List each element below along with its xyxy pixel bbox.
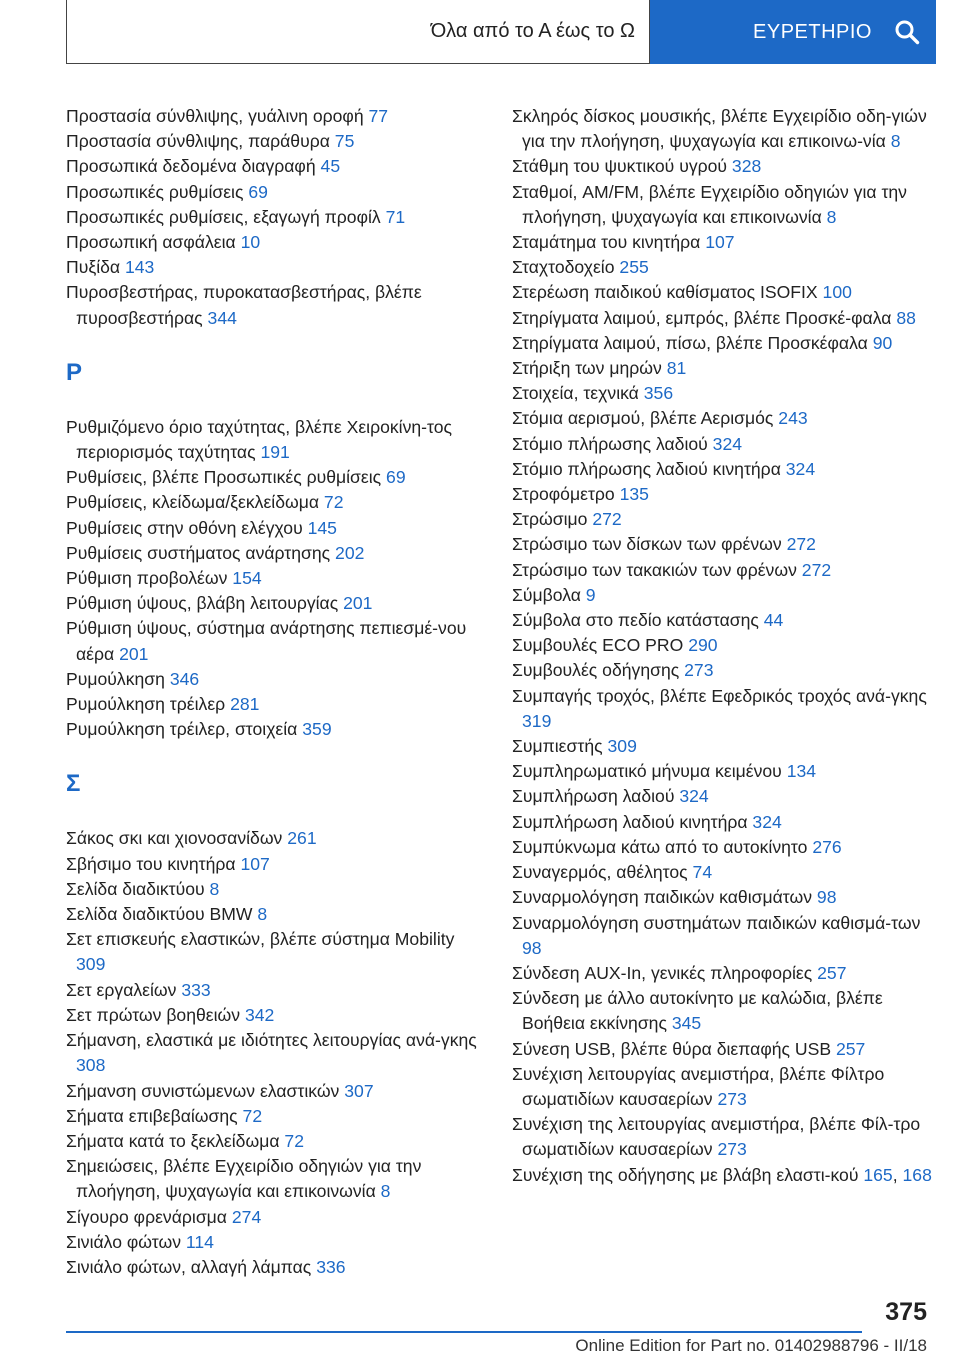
index-entry [512, 911, 932, 961]
page-link[interactable]: 90 [872, 332, 893, 353]
index-entry [512, 633, 932, 658]
index-entry-term: Προστασία σύνθλιψης, γυάλινη οροφή [66, 106, 364, 126]
index-entry [66, 415, 486, 465]
index-entry-term: Προσωπικές ρυθμίσεις [66, 181, 244, 202]
page-link[interactable]: 8 [890, 131, 901, 152]
index-entry [66, 205, 486, 230]
page-link[interactable]: 72 [242, 1105, 263, 1126]
page-link[interactable]: 98 [816, 887, 837, 908]
page-link[interactable]: 69 [248, 181, 268, 202]
index-entry [512, 810, 932, 835]
atoz-tab-label: Όλα από το Α έως το Ω [430, 20, 635, 42]
index-entry [512, 457, 932, 482]
index-entry [512, 482, 932, 507]
index-entry [66, 927, 486, 977]
index-entry [66, 104, 486, 129]
index-entry [512, 180, 932, 230]
index-entry-term: Στροφόμετρο [512, 484, 615, 505]
index-entry [66, 280, 486, 330]
index-entry [66, 852, 486, 877]
page-link[interactable]: 290 [688, 635, 718, 656]
index-entry-term: Σελίδα διαδικτύου [66, 878, 205, 899]
index-entry-term: Προστασία σύνθλιψης, παράθυρα [66, 131, 330, 152]
page-link[interactable]: 72 [284, 1130, 304, 1151]
page-link[interactable]: 276 [812, 836, 842, 857]
page-link[interactable]: 77 [368, 106, 389, 126]
index-entry [512, 885, 932, 910]
index-entry [66, 1154, 486, 1204]
index-entry [512, 306, 932, 331]
index-entry [512, 684, 932, 734]
index-letter-heading: Ρ [66, 358, 83, 386]
page-link[interactable]: 243 [778, 408, 808, 429]
index-entry [512, 759, 932, 784]
page-link[interactable]: 257 [835, 1038, 866, 1059]
index-entry [66, 978, 486, 1003]
page-link[interactable]: 191 [260, 442, 290, 463]
index-entry-term: Σύνδεση AUX-In, γενικές πληροφορίες [512, 962, 813, 983]
page-link[interactable]: 201 [343, 593, 373, 614]
page-link[interactable]: 201 [119, 643, 149, 664]
page-link[interactable]: 333 [181, 979, 211, 1000]
index-entry-term: Ρυμούλκηση [66, 668, 165, 689]
page-link[interactable]: 154 [232, 568, 262, 589]
page-link[interactable]: 272 [786, 534, 816, 555]
index-entry [512, 835, 932, 860]
index-entry-term: Σύμβολα στο πεδίο κατάστασης [512, 610, 759, 631]
index-entry [66, 1028, 486, 1078]
index-entry-term: Συνέχιση λειτουργίας ανεμιστήρα, βλέπε Φίλτρο σωματιδίων καυσαερίων [512, 1063, 885, 1109]
index-entry-term: Στάθμη του ψυκτικού υγρού [512, 156, 728, 177]
index-entry [512, 255, 932, 280]
index-entry-term: Σετ εργαλείων [66, 979, 177, 1000]
index-entry-term: Ρυθμίσεις, κλείδωμα/ξεκλείδωμα [66, 492, 320, 513]
page-link[interactable]: 336 [316, 1256, 346, 1277]
page-link[interactable]: 107 [240, 853, 270, 874]
index-entry-term: Πυξίδα [66, 257, 121, 278]
index-entry-term: Πυροσβεστήρας, πυροκατασβεστήρας, βλέπε πυροσβεστήρας [66, 282, 422, 328]
index-entry-term: Σβήσιμο του κινητήρα [66, 853, 236, 874]
index-entry [512, 1112, 932, 1162]
page-link[interactable]: 324 [785, 458, 816, 479]
index-entry [66, 541, 486, 566]
index-entry-term: Στηρίγματα λαιμού, πίσω, βλέπε Προσκέφαλα [512, 332, 868, 353]
index-entry-term: Στηρίγματα λαιμού, εμπρός, βλέπε Προσκέ-φαλα [512, 307, 892, 328]
page-link[interactable]: 346 [169, 668, 200, 689]
index-entry [512, 1037, 932, 1062]
index-entry [66, 490, 486, 515]
page-link[interactable]: 273 [684, 660, 714, 681]
page-link[interactable]: 255 [619, 257, 649, 278]
index-entry [512, 961, 932, 986]
page-link[interactable]: 272 [592, 509, 622, 530]
index-entry [512, 784, 932, 809]
index-entry-term: Συμπιεστής [512, 736, 603, 757]
index-entry-term: Στόμιο πλήρωσης λαδιού [512, 433, 708, 454]
index-entry-term: Συμπλήρωση λαδιού [512, 786, 675, 807]
page-link[interactable]: 98 [522, 937, 542, 958]
index-entry [512, 860, 932, 885]
page-link[interactable]: 8 [257, 904, 268, 925]
index-entry-term: Ρύθμιση προβολέων [66, 568, 228, 589]
index-column-left [66, 104, 486, 1280]
index-entry-term: Σταθμοί, AM/FM, βλέπε Εγχειρίδιο οδηγιών για την πλοήγηση, ψυχαγωγία και επικοινωνία [512, 181, 907, 227]
index-entry [512, 432, 932, 457]
index-entry-term: Σελίδα διαδικτύου BMW [66, 904, 253, 925]
index-entry-term: Ρυθμίσεις συστήματος ανάρτησης [66, 542, 331, 563]
page-link[interactable]: 145 [307, 517, 337, 538]
index-entry-term: Προσωπική ασφάλεια [66, 232, 236, 253]
page-link[interactable]: 134 [786, 761, 817, 782]
index-entry-term: Σημειώσεις, βλέπε Εγχειρίδιο οδηγιών για την πλοήγηση, ψυχαγωγία και επικοινωνία [66, 1156, 422, 1202]
index-entry [66, 1003, 486, 1028]
page-link[interactable]: 324 [752, 811, 782, 832]
index-entry [66, 465, 486, 490]
page-link[interactable]: 143 [124, 257, 155, 278]
index-entry [66, 667, 486, 692]
index-entry-term: Σήμανση, ελαστικά με ιδιότητες λειτουργίας ανά-γκης [66, 1030, 477, 1051]
index-entry [512, 986, 932, 1036]
page-link[interactable]: 345 [671, 1013, 702, 1034]
index-entry-term: Ρυμούλκηση τρέιλερ [66, 694, 226, 715]
page-link[interactable]: 9 [585, 584, 596, 605]
index-entry [66, 566, 486, 591]
index-entry-term: Συμπύκνωμα κάτω από το αυτοκίνητο [512, 836, 808, 857]
index-entry [66, 1104, 486, 1129]
index-entry-term: Ρύθμιση ύψους, σύστημα ανάρτησης πεπιεσμέ-νου αέρα [66, 618, 467, 664]
page-link[interactable]: 71 [385, 206, 406, 227]
page-link[interactable]: 309 [607, 736, 637, 757]
index-entry-term: Σετ πρώτων βοηθειών [66, 1004, 241, 1025]
page-link[interactable]: 274 [231, 1206, 262, 1227]
index-entry [512, 1062, 932, 1112]
index-entry-term: Σάκος σκι και χιονοσανίδων [66, 828, 283, 849]
page-link[interactable]: 8 [826, 206, 837, 227]
index-entry [512, 558, 932, 583]
page-link[interactable]: 45 [320, 156, 341, 177]
page-link[interactable]: 168 [902, 1164, 932, 1185]
index-entry-term: Στρώσιμο των τακακιών των φρένων [512, 559, 797, 580]
page-link[interactable]: 273 [717, 1088, 747, 1109]
page-link[interactable]: 165 [863, 1164, 893, 1185]
page-link[interactable]: 81 [666, 358, 687, 379]
index-entry-term: Ρυθμίσεις, βλέπε Προσωπικές ρυθμίσεις [66, 467, 382, 488]
page-link[interactable]: 261 [287, 828, 317, 849]
index-entry [66, 154, 486, 179]
index-entry [66, 717, 486, 742]
index-entry-term: Σταχτοδοχείο [512, 257, 615, 278]
index-entry [66, 1079, 486, 1104]
index-entry [512, 154, 932, 179]
index-entry [66, 616, 486, 666]
index-entry-term: Συναρμολόγηση συστημάτων παιδικών καθισμά-των [512, 912, 921, 933]
index-entry-term: Σκληρός δίσκος μουσικής, βλέπε Εγχειρίδιο οδη-γιών για την πλοήγηση, ψυχαγωγία και επικοινω-νία [512, 106, 927, 152]
footer-edition: Online Edition for Part no. 01402988796 - II/18 [575, 1336, 927, 1355]
index-letter-heading: Σ [66, 770, 81, 798]
page-link[interactable]: 273 [717, 1139, 747, 1160]
index-entry-term: Συνέχιση της οδήγησης με βλάβη ελαστι-κού [512, 1164, 859, 1185]
index-entry [512, 658, 932, 683]
page-link[interactable]: 272 [801, 559, 832, 580]
page-link[interactable]: 308 [76, 1055, 106, 1076]
index-entry-term: Ρυθμιζόμενο όριο ταχύτητας, βλέπε Χειροκίνη-τος περιορισμός ταχύτητας [66, 416, 452, 463]
index-entry-term: Σύνδεση με άλλο αυτοκίνητο με καλώδια, βλέπε Βοήθεια εκκίνησης [512, 988, 883, 1034]
index-entry-term: Συμπλήρωση λαδιού κινητήρα [512, 811, 748, 832]
index-entry-term: Ρυθμίσεις στην οθόνη ελέγχου [66, 517, 303, 538]
page-link[interactable]: 356 [643, 383, 674, 404]
index-entry: Συνέχιση της οδήγησης με βλάβη ελαστι-κού 165, 168 [512, 1164, 932, 1185]
index-entry [66, 230, 486, 255]
index-entry-term: Συμβουλές ECO PRO [512, 635, 684, 656]
page-link[interactable]: 328 [731, 156, 762, 177]
page-link[interactable]: 135 [619, 484, 649, 505]
page-link[interactable]: 75 [334, 131, 355, 152]
page-link[interactable]: 281 [230, 694, 260, 715]
index-tab[interactable] [650, 0, 936, 64]
index-entry [66, 877, 486, 902]
index-entry [512, 583, 932, 608]
index-entry [512, 230, 932, 255]
index-entry [66, 591, 486, 616]
index-entry [512, 104, 932, 154]
index-entry-term: Στήριξη των μηρών [512, 358, 662, 379]
footer-divider [66, 1331, 862, 1333]
index-entry [512, 331, 932, 356]
index-entry-term: Σετ επισκευής ελαστικών, βλέπε σύστημα Mobility [66, 929, 455, 950]
index-entry-term: Σήμανση συνιστώμενων ελαστικών [66, 1080, 340, 1101]
page-link[interactable]: 319 [522, 710, 552, 731]
page-link[interactable]: 202 [335, 542, 365, 563]
index-entry-term: Συναρμολόγηση παιδικών καθισμάτων [512, 887, 813, 908]
index-entry [66, 902, 486, 927]
search-icon[interactable] [894, 19, 920, 45]
index-entry-term: Στρώσιμο [512, 509, 588, 530]
page-link[interactable]: 74 [692, 862, 713, 883]
index-entry [66, 129, 486, 154]
index-entry-term: Σύνεση USB, βλέπε θύρα διεπαφής USB [512, 1038, 832, 1059]
index-entry-term: Στρώσιμο των δίσκων των φρένων [512, 534, 782, 555]
index-entry [512, 507, 932, 532]
index-entry [66, 1205, 486, 1230]
atoz-tab[interactable] [66, 0, 650, 64]
page-link[interactable]: 10 [240, 232, 261, 253]
index-entry-term: Σίγουρο φρενάρισμα [66, 1206, 227, 1227]
page-link[interactable]: 309 [76, 954, 106, 975]
index-entry-term: Σήματα κατά το ξεκλείδωμα [66, 1130, 280, 1151]
index-entry-term: Συναγερμός, αθέλητος [512, 862, 688, 883]
index-entry [66, 516, 486, 541]
index-entry-term: Στοιχεία, τεχνικά [512, 383, 639, 404]
index-entry [66, 180, 486, 205]
index-entry-term: Σταμάτημα του κινητήρα [512, 232, 701, 253]
index-entry-term: Συμπαγής τροχός, βλέπε Εφεδρικός τροχός ανά-γκης [512, 685, 927, 706]
index-entry-term: Ρυμούλκηση τρέιλερ, στοιχεία [66, 719, 298, 740]
index-entry [66, 692, 486, 717]
index-entry [66, 255, 486, 280]
index-entry [66, 1230, 486, 1255]
index-entry-term: Στόμιο πλήρωσης λαδιού κινητήρα [512, 458, 781, 479]
index-entry-term: Σήματα επιβεβαίωσης [66, 1105, 238, 1126]
index-entry [512, 608, 932, 633]
page-link[interactable]: 107 [705, 232, 735, 253]
index-entry [512, 406, 932, 431]
index-entry [512, 381, 932, 406]
index-tab-label: ΕΥΡΕΤΗΡΙΟ [753, 20, 872, 43]
page-link[interactable]: 100 [822, 282, 852, 303]
page-link[interactable]: 257 [817, 962, 847, 983]
page-link[interactable]: 324 [712, 433, 743, 454]
page-link[interactable]: 8 [380, 1181, 391, 1202]
index-entry-term: Στόμια αερισμού, βλέπε Αερισμός [512, 408, 774, 429]
page-link[interactable]: 44 [763, 610, 784, 631]
index-entry-term: Σινιάλο φώτων [66, 1231, 181, 1252]
index-entry-term: Συνέχιση της λειτουργίας ανεμιστήρα, βλέπε Φίλ-τρο σωματιδίων καυσαερίων [512, 1114, 921, 1160]
page-link[interactable]: 307 [344, 1080, 374, 1101]
page-link[interactable]: 342 [244, 1004, 275, 1025]
index-entry-term: Προσωπικές ρυθμίσεις, εξαγωγή προφίλ [66, 206, 381, 227]
index-entry-term: Στερέωση παιδικού καθίσματος ISOFIX [512, 282, 818, 303]
index-entry-term: Σύμβολα [512, 584, 581, 605]
page-number: 375 [885, 1298, 927, 1326]
index-entry [512, 734, 932, 759]
page-link[interactable]: 114 [185, 1231, 214, 1252]
index-entry-term: Προσωπικά δεδομένα διαγραφή [66, 156, 316, 177]
page-link[interactable]: 72 [323, 492, 344, 513]
index-entry [512, 356, 932, 381]
index-entry-term: Σινιάλο φώτων, αλλαγή λάμπας [66, 1256, 312, 1277]
index-entry-term: Συμβουλές οδήγησης [512, 660, 680, 681]
page-link[interactable]: 69 [386, 467, 406, 488]
index-entry-term: Ρύθμιση ύψους, βλάβη λειτουργίας [66, 593, 339, 614]
index-column-right [512, 104, 932, 1188]
header [66, 0, 936, 64]
page-link[interactable]: 324 [679, 786, 709, 807]
index-entry [512, 280, 932, 305]
page-link[interactable]: 344 [207, 307, 237, 328]
index-entry [66, 1255, 486, 1280]
page-link[interactable]: 359 [302, 719, 332, 740]
page-link[interactable]: 8 [209, 878, 220, 899]
index-entry [512, 532, 932, 557]
index-entry-term: Συμπληρωματικό μήνυμα κειμένου [512, 761, 782, 782]
page-link[interactable]: 88 [896, 307, 916, 328]
index-entry [66, 1129, 486, 1154]
index-entry [66, 826, 486, 851]
